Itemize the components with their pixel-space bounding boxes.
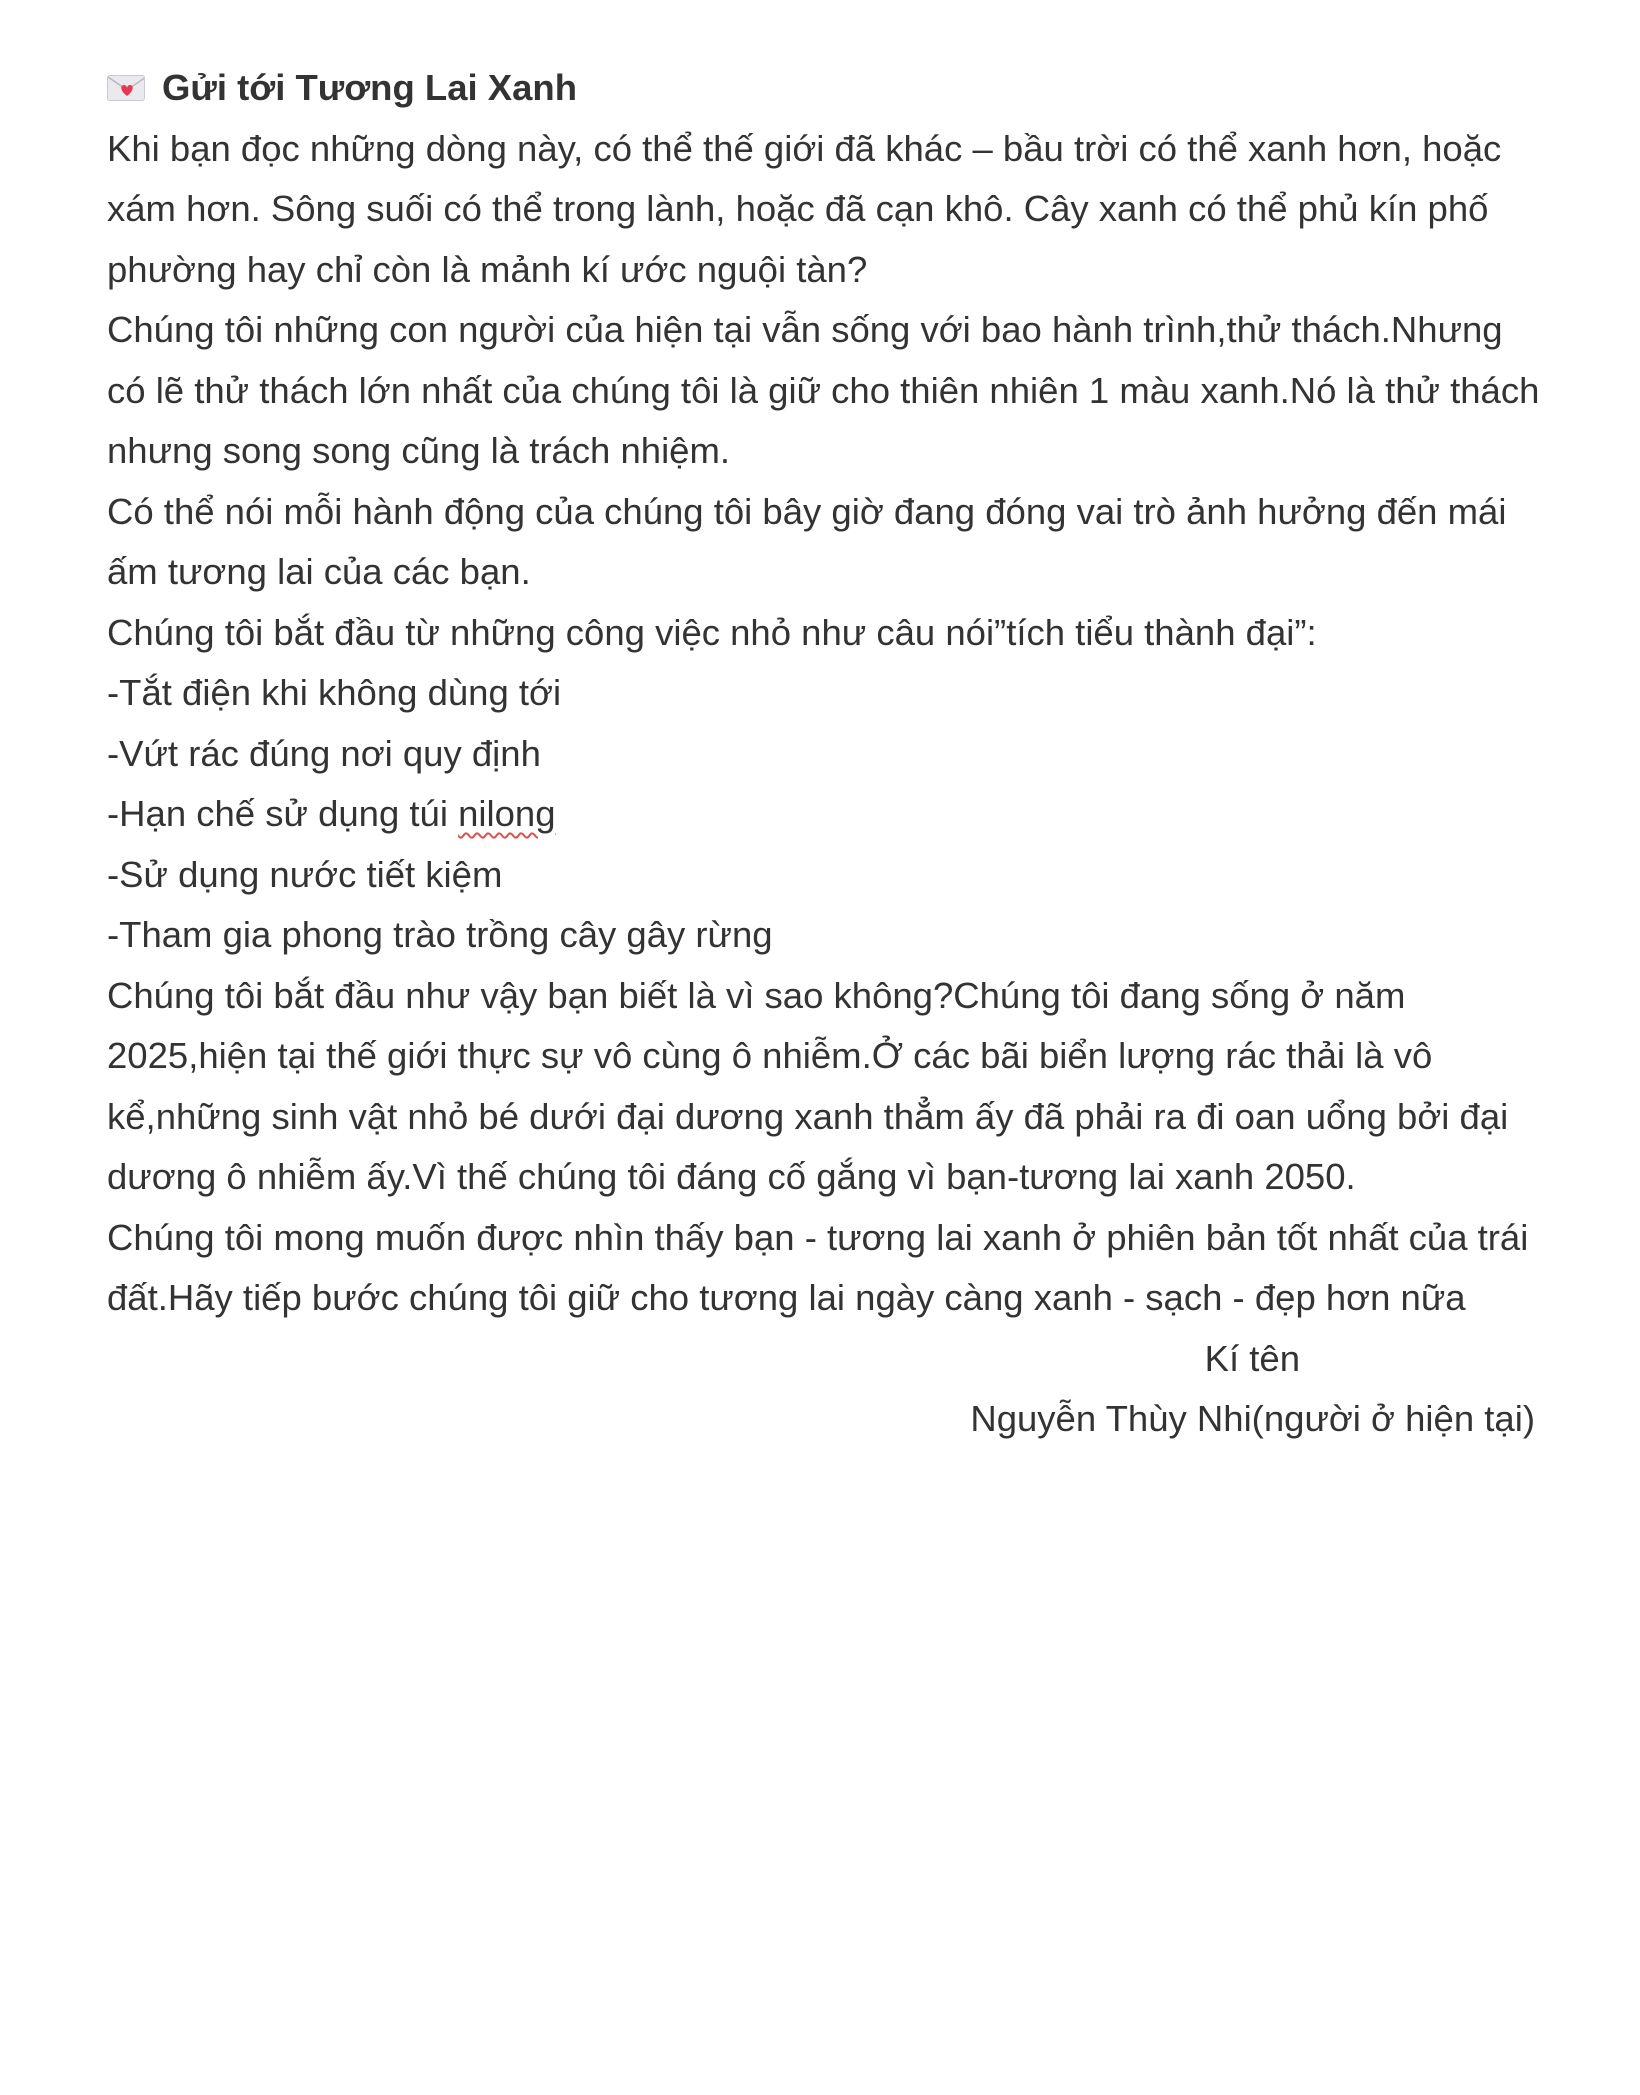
paragraph-intro: Khi bạn đọc những dòng này, có thể thế giới đã khác – bầu trời có thể xanh hơn, hoặc xám hơn. Sông suối có thể trong lành, hoặc đã cạn khô. Cây xanh có thể phủ kín phố phường hay chỉ còn là mảnh kí ước nguội tàn? [107, 127, 1502, 290]
paragraph-small-actions: Chúng tôi bắt đầu từ những công việc nhỏ như câu nói”tích tiểu thành đại”: [107, 611, 1317, 653]
paragraph-wish: Chúng tôi mong muốn được nhìn thấy bạn - tương lai xanh ở phiên bản tốt nhất của trái đất.Hãy tiếp bước chúng tôi giữ cho tương lai ngày càng xanh - sạch - đẹp hơn nữa [107, 1216, 1529, 1318]
list-item-prefix: -Hạn chế sử dụng túi [107, 793, 459, 834]
document-body [107, 58, 1547, 1450]
love-letter-icon [107, 75, 145, 101]
misspelled-word[interactable]: nilong [458, 793, 556, 834]
list-item: -Vứt rác đúng nơi quy định [107, 732, 541, 774]
action-list [107, 663, 1547, 966]
list-item: -Tắt điện khi không dùng tới [107, 672, 562, 713]
paragraph-pollution: Chúng tôi bắt đầu như vậy bạn biết là vì sao không?Chúng tôi đang sống ở năm 2025,hiện tại thế giới thực sự vô cùng ô nhiễm.Ở các bãi biển lượng rác thải là vô kể,những sinh vật nhỏ bé dưới đại dương xanh thẳm ấy đã phải ra đi oan uổng bởi đại dương ô nhiễm ấy.Vì thế chúng tôi đáng cố gắng vì bạn-tương lai xanh 2050. [107, 974, 1509, 1197]
paragraph-challenge: Chúng tôi những con người của hiện tại vẫn sống với bao hành trình,thử thách.Nhưng có lẽ thử thách lớn nhất của chúng tôi là giữ cho thiên nhiên 1 màu xanh.Nó là thử thách nhưng song song cũng là trách nhiệm. [107, 309, 1540, 471]
document-title-text: Gửi tới Tương Lai Xanh [162, 67, 578, 108]
signature-name: Nguyễn Thùy Nhi(người ở hiện tại) [970, 1398, 1535, 1439]
list-item [107, 784, 1547, 845]
signature-block [107, 1329, 1547, 1450]
list-item: -Tham gia phong trào trồng cây gây rừng [107, 914, 773, 955]
document-title [107, 58, 1547, 119]
list-item: -Sử dụng nước tiết kiệm [107, 853, 503, 895]
paragraph-impact: Có thể nói mỗi hành động của chúng tôi bây giờ đang đóng vai trò ảnh hưởng đến mái ấm tương lai của các bạn. [107, 490, 1507, 592]
signature-label: Kí tên [1204, 1337, 1300, 1379]
